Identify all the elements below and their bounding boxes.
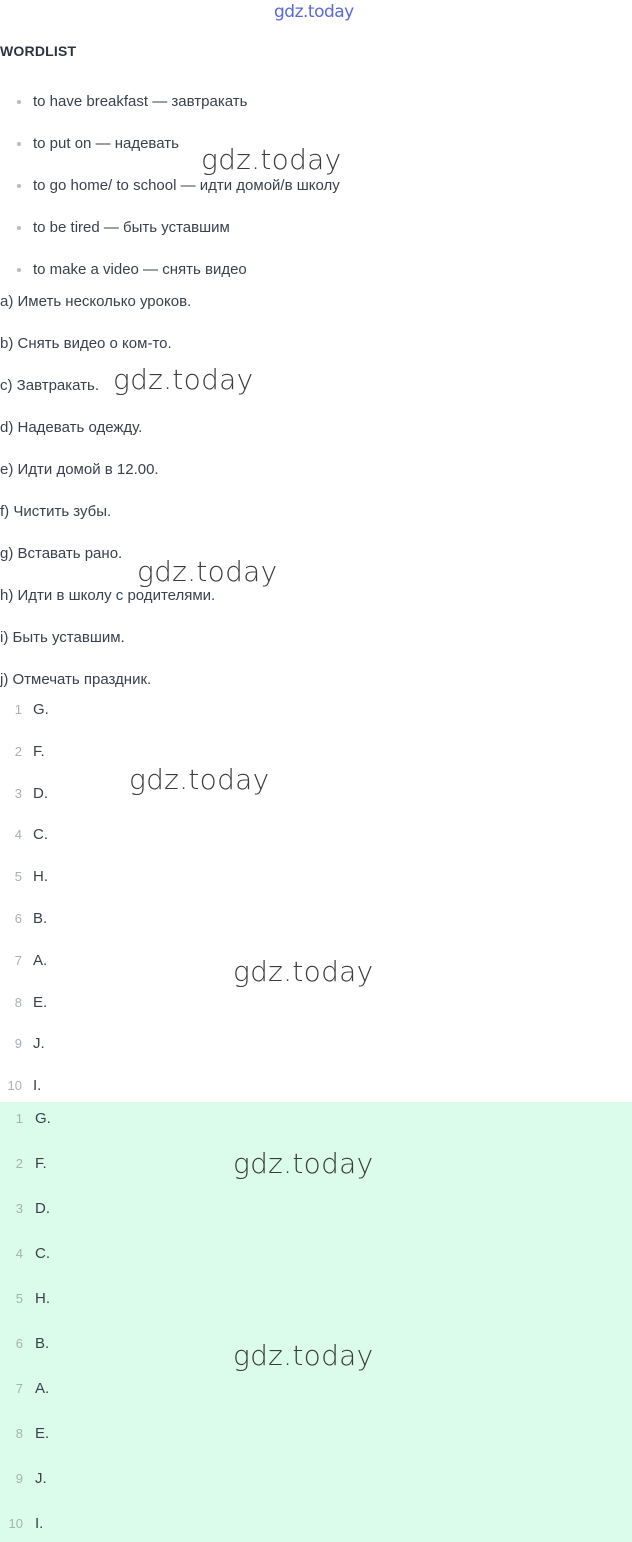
wordlist-item bbox=[0, 174, 632, 216]
answer-number: 3 bbox=[15, 1201, 23, 1216]
answer-value: F. bbox=[35, 1155, 47, 1172]
answer-value: E. bbox=[35, 1425, 50, 1442]
watermark: gdz.today bbox=[233, 1339, 374, 1372]
watermark: gdz.today bbox=[137, 555, 278, 588]
answer-item bbox=[0, 1032, 632, 1074]
watermark: gdz.today bbox=[129, 763, 270, 796]
answer-item bbox=[0, 1512, 632, 1542]
watermark: gdz.today bbox=[233, 955, 374, 988]
watermark: gdz.today bbox=[201, 143, 342, 176]
answer-number: 7 bbox=[14, 952, 22, 968]
answer-number: 10 bbox=[7, 1078, 22, 1094]
answer-number: 3 bbox=[14, 785, 22, 801]
answer-number: 8 bbox=[14, 994, 22, 1010]
answer-value: B. bbox=[35, 1335, 50, 1352]
watermark: gdz.today bbox=[113, 363, 254, 396]
wordlist bbox=[0, 90, 632, 300]
wordlist-item-text: to make a video — снять видео bbox=[33, 261, 247, 278]
answer-number: 6 bbox=[15, 1336, 23, 1351]
answer-value: J. bbox=[35, 1470, 47, 1487]
wordlist-item bbox=[0, 132, 632, 174]
answer-number: 2 bbox=[15, 1156, 23, 1171]
answer-value: G. bbox=[33, 701, 49, 718]
task-item: f) Чистить зубы. bbox=[0, 503, 112, 520]
task-item: a) Иметь несколько уроков. bbox=[0, 293, 192, 310]
bullet-icon bbox=[17, 100, 21, 104]
task-item: j) Отмечать праздник. bbox=[0, 671, 152, 688]
answer-value: A. bbox=[33, 951, 48, 969]
answer-number: 9 bbox=[15, 1471, 23, 1486]
answer-item bbox=[0, 1242, 632, 1287]
answer-item bbox=[0, 1467, 632, 1512]
answer-item bbox=[0, 865, 632, 907]
bullet-icon bbox=[17, 226, 21, 230]
site-logo[interactable]: gdz.today bbox=[274, 2, 354, 22]
answer-value: I. bbox=[33, 1077, 42, 1095]
watermark: gdz.today bbox=[233, 1147, 374, 1180]
answer-value: D. bbox=[35, 1200, 50, 1217]
task-item: d) Надевать одежду. bbox=[0, 419, 143, 436]
answer-list bbox=[0, 698, 632, 1116]
answer-value: H. bbox=[33, 868, 48, 886]
answer-number: 2 bbox=[14, 743, 22, 759]
wordlist-item-text: to be tired — быть уставшим bbox=[33, 219, 230, 236]
task-item: e) Идти домой в 12.00. bbox=[0, 461, 159, 478]
answer-number: 10 bbox=[8, 1516, 23, 1531]
answer-number: 6 bbox=[14, 910, 22, 926]
answer-item bbox=[0, 1377, 632, 1422]
answer-item bbox=[0, 991, 632, 1033]
answer-item bbox=[0, 1197, 632, 1242]
answer-value: H. bbox=[35, 1290, 50, 1307]
bullet-icon bbox=[17, 268, 21, 272]
answer-list-highlighted bbox=[0, 1107, 632, 1542]
wordlist-item-text: to put on — надевать bbox=[33, 135, 179, 152]
answer-item bbox=[0, 782, 632, 824]
wordlist-item bbox=[0, 90, 632, 132]
task-item: b) Снять видео о ком-то. bbox=[0, 335, 172, 352]
answer-number: 1 bbox=[15, 1111, 23, 1126]
answer-value: E. bbox=[33, 993, 48, 1011]
answer-item bbox=[0, 1422, 632, 1467]
answer-value: G. bbox=[35, 1110, 51, 1127]
answer-item bbox=[0, 1107, 632, 1152]
task-item: i) Быть уставшим. bbox=[0, 629, 125, 646]
task-item: c) Завтракать. bbox=[0, 377, 100, 394]
wordlist-item-text: to have breakfast — завтракать bbox=[33, 93, 248, 110]
task-item: h) Идти в школу с родителями. bbox=[0, 587, 216, 604]
answer-number: 8 bbox=[15, 1426, 23, 1441]
task-list bbox=[0, 290, 632, 710]
answer-number: 1 bbox=[14, 702, 22, 717]
answer-number: 4 bbox=[15, 1246, 23, 1261]
answer-number: 9 bbox=[14, 1036, 22, 1052]
answer-value: C. bbox=[35, 1245, 50, 1262]
answer-number: 5 bbox=[14, 869, 22, 885]
answer-item bbox=[0, 1152, 632, 1197]
answer-value: F. bbox=[33, 742, 45, 760]
answer-item bbox=[0, 740, 632, 782]
answer-value: J. bbox=[33, 1035, 45, 1053]
bullet-icon bbox=[17, 184, 21, 188]
task-item: g) Вставать рано. bbox=[0, 545, 123, 562]
answer-item bbox=[0, 907, 632, 949]
answer-item bbox=[0, 1332, 632, 1377]
wordlist-title: WORDLIST bbox=[0, 43, 77, 59]
answer-value: C. bbox=[33, 826, 48, 844]
answer-value: A. bbox=[35, 1380, 50, 1397]
answer-number: 5 bbox=[15, 1291, 23, 1306]
bullet-icon bbox=[17, 142, 21, 146]
answer-item bbox=[0, 698, 632, 740]
answer-item bbox=[0, 1287, 632, 1332]
answer-item bbox=[0, 949, 632, 991]
answer-item bbox=[0, 823, 632, 865]
answer-number: 4 bbox=[14, 827, 22, 843]
answer-number: 7 bbox=[15, 1381, 23, 1396]
answer-value: B. bbox=[33, 909, 48, 927]
answer-value: D. bbox=[33, 784, 48, 802]
wordlist-item-text: to go home/ to school — идти домой/в школу bbox=[33, 177, 340, 194]
wordlist-item bbox=[0, 216, 632, 258]
answer-value: I. bbox=[35, 1515, 44, 1532]
